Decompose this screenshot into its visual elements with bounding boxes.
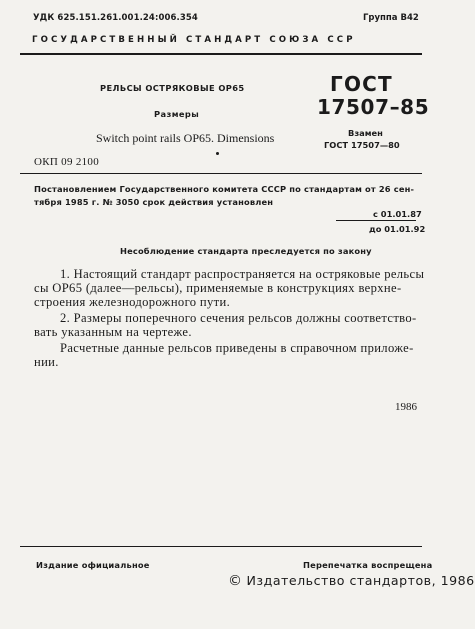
- gost-label: ГОСТ: [330, 72, 393, 96]
- document-title: РЕЛЬСЫ ОСТРЯКОВЫЕ ОР65: [100, 83, 245, 93]
- copyright-text: Издательство стандартов, 1986: [246, 573, 475, 588]
- paragraph-1-line-3: строения железнодорожного пути.: [34, 295, 231, 309]
- top-divider: [20, 53, 422, 55]
- bottom-divider: [20, 546, 422, 547]
- english-title: Switch point rails OP65. Dimensions: [96, 131, 275, 145]
- udc-code: УДК 625.151.261.001.24:006.354: [33, 13, 198, 23]
- state-standard-banner: ГОСУДАРСТВЕННЫЙ СТАНДАРТ СОЮЗА ССР: [32, 35, 356, 45]
- paragraph-3-line-2: нии.: [34, 355, 59, 369]
- decree-line-2: тября 1985 г. № 3050 срок действия установлен: [34, 197, 274, 207]
- group-code: Группа В42: [363, 13, 419, 23]
- official-edition-label: Издание официальное: [36, 560, 150, 570]
- dot-mark: [216, 152, 219, 155]
- page-year-number: 1986: [395, 401, 417, 413]
- replaces-value: ГОСТ 17507—80: [324, 140, 400, 150]
- paragraph-3-line-1: Расчетные данные рельсов приведены в справочном приложе-: [60, 341, 414, 355]
- middle-divider: [20, 173, 422, 174]
- valid-till: до 01.01.92: [369, 224, 426, 234]
- paragraph-2-line-1: 2. Размеры поперечного сечения рельсов должны соответство-: [60, 311, 417, 325]
- paragraph-1-line-1: 1. Настоящий стандарт распространяется на остряковые рельсы: [60, 267, 425, 281]
- okp-code: ОКП 09 2100: [34, 156, 100, 168]
- legal-warning: Несоблюдение стандарта преследуется по закону: [120, 246, 372, 256]
- validity-underline: [336, 220, 416, 221]
- gost-number: 17507–85: [317, 95, 430, 119]
- document-subtitle: Размеры: [154, 109, 200, 119]
- valid-from: с 01.01.87: [373, 209, 422, 219]
- paragraph-1-line-2: сы ОР65 (далее—рельсы), применяемые в конструкциях верхне-: [34, 281, 402, 295]
- replaces-label: Взамен: [348, 128, 383, 138]
- copyright-line: [228, 573, 475, 589]
- reprint-prohibited-label: Перепечатка воспрещена: [303, 560, 433, 570]
- copyright-icon: ©: [228, 573, 243, 589]
- decree-line-1: Постановлением Государственного комитета СССР по стандартам от 26 сен-: [34, 184, 415, 194]
- paragraph-2-line-2: вать указанным на чертеже.: [34, 325, 192, 339]
